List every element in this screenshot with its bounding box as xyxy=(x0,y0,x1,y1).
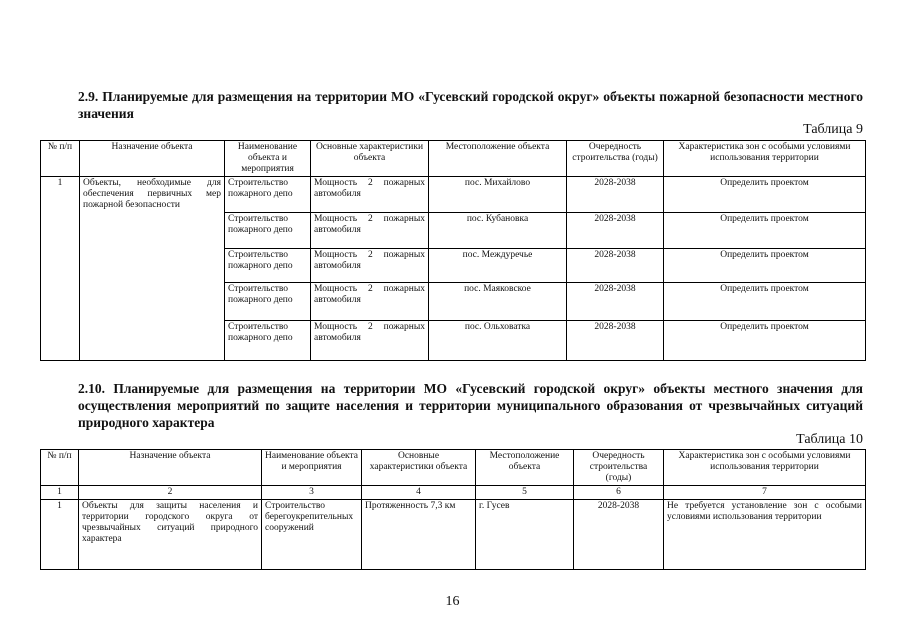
name-cell: Строительство пожарного депо xyxy=(225,213,311,249)
table-10 xyxy=(40,449,866,570)
period-cell: 2028-2038 xyxy=(567,321,664,361)
zones-cell: Не требуется установление зон с особыми условиями использования территории xyxy=(664,500,866,570)
location-cell: пос. Кубановка xyxy=(429,213,567,249)
table-10-caption: Таблица 10 xyxy=(796,432,863,447)
zones-cell: Определить проектом xyxy=(664,249,866,283)
location-cell: пос. Междуречье xyxy=(429,249,567,283)
period-cell: 2028-2038 xyxy=(567,249,664,283)
page-number: 16 xyxy=(445,594,460,609)
table-header-cell: Основные характеристики объекта xyxy=(311,141,429,177)
characteristics-cell: Мощность 2 пожарных автомобиля xyxy=(311,249,429,283)
table-header-cell: Характеристика зон с особыми условиями использования территории xyxy=(664,141,866,177)
column-number-cell: 2 xyxy=(79,486,262,500)
section-9-heading: 2.9. Планируемые для размещения на территории МО «Гусевский городской округ» объекты пожарной безопасности местного значения xyxy=(78,89,863,121)
characteristics-cell: Мощность 2 пожарных автомобиля xyxy=(311,283,429,321)
column-number-cell: 4 xyxy=(362,486,476,500)
table-header-cell: Местоположение объекта xyxy=(429,141,567,177)
table-9-caption: Таблица 9 xyxy=(803,122,863,137)
table-header-cell: № п/п xyxy=(41,141,80,177)
purpose-cell: Объекты для защиты населения и территории городского округа от чрезвычайных ситуаций природного характера xyxy=(79,500,262,570)
table-row xyxy=(41,177,866,213)
table-header-cell: Очередность строительства (годы) xyxy=(567,141,664,177)
table-header-cell: Назначение объекта xyxy=(79,450,262,486)
name-cell: Строительство пожарного депо xyxy=(225,283,311,321)
table-header-cell: Наименование объекта и мероприятия xyxy=(225,141,311,177)
period-cell: 2028-2038 xyxy=(567,283,664,321)
section-10-heading: 2.10. Планируемые для размещения на территории МО «Гусевский городской округ» объекты местного значения для осуществления мероприятий по защите населения и территории муниципального образования от чрезвычайных ситуаций природного характера xyxy=(78,381,863,430)
period-cell: 2028-2038 xyxy=(567,213,664,249)
table-header-cell: № п/п xyxy=(41,450,79,486)
table-header-cell: Основные характеристики объекта xyxy=(362,450,476,486)
table-header-cell: Наименование объекта и мероприятия xyxy=(262,450,362,486)
zones-cell: Определить проектом xyxy=(664,283,866,321)
column-number-cell: 5 xyxy=(476,486,574,500)
zones-cell: Определить проектом xyxy=(664,177,866,213)
name-cell: Строительство берегоукрепительных сооружений xyxy=(262,500,362,570)
column-number-cell: 3 xyxy=(262,486,362,500)
location-cell: пос. Михайлово xyxy=(429,177,567,213)
location-cell: пос. Маяковское xyxy=(429,283,567,321)
characteristics-cell: Протяженность 7,3 км xyxy=(362,500,476,570)
characteristics-cell: Мощность 2 пожарных автомобиля xyxy=(311,321,429,361)
name-cell: Строительство пожарного депо xyxy=(225,321,311,361)
table-header-cell: Характеристика зон с особыми условиями использования территории xyxy=(664,450,866,486)
column-number-cell: 6 xyxy=(574,486,664,500)
table-10-header-row xyxy=(41,450,866,486)
zones-cell: Определить проектом xyxy=(664,213,866,249)
location-cell: г. Гусев xyxy=(476,500,574,570)
name-cell: Строительство пожарного депо xyxy=(225,177,311,213)
table-10-column-number-row xyxy=(41,486,866,500)
name-cell: Строительство пожарного депо xyxy=(225,249,311,283)
row-number-cell: 1 xyxy=(41,500,79,570)
column-number-cell: 7 xyxy=(664,486,866,500)
table-9-header-row xyxy=(41,141,866,177)
characteristics-cell: Мощность 2 пожарных автомобиля xyxy=(311,213,429,249)
row-number-cell: 1 xyxy=(41,177,80,361)
table-header-cell: Местоположение объекта xyxy=(476,450,574,486)
table-header-cell: Назначение объекта xyxy=(80,141,225,177)
table-header-cell: Очередность строительства (годы) xyxy=(574,450,664,486)
zones-cell: Определить проектом xyxy=(664,321,866,361)
column-number-cell: 1 xyxy=(41,486,79,500)
characteristics-cell: Мощность 2 пожарных автомобиля xyxy=(311,177,429,213)
table-row xyxy=(41,500,866,570)
location-cell: пос. Ольховатка xyxy=(429,321,567,361)
purpose-cell: Объекты, необходимые для обеспечения первичных мер пожарной безопасности xyxy=(80,177,225,361)
period-cell: 2028-2038 xyxy=(567,177,664,213)
table-9 xyxy=(40,140,866,361)
period-cell: 2028-2038 xyxy=(574,500,664,570)
